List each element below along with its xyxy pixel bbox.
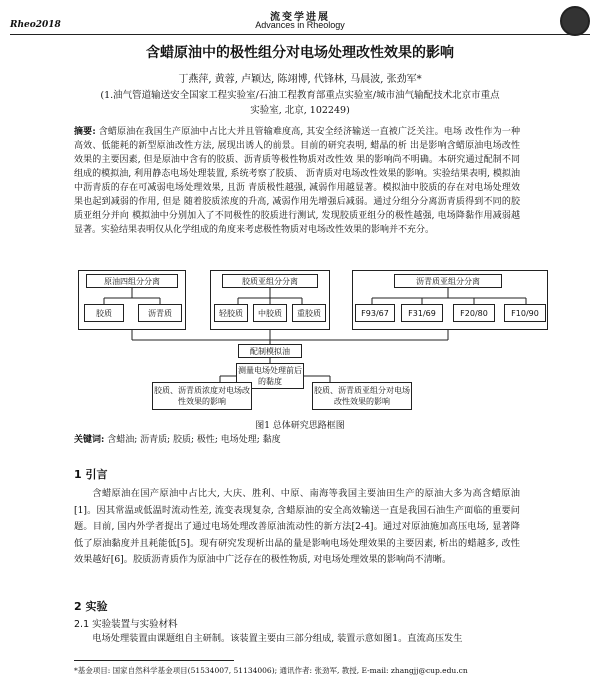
header-divider — [10, 34, 590, 35]
author-list: 丁燕萍, 黄蓉, 卢颖达, 陈翊博, 代锋林, 马晨波, 张劲军* — [178, 74, 422, 85]
paper-title: 含蜡原油中的极性组分对电场处理改性效果的影响 — [146, 45, 454, 61]
footnote: *基金项目: 国家自然科学基金项目(51534007, 51134006); 通讯作者: 张劲军, 教授, E-mail: zhangjj@cup.edu.cn — [74, 666, 468, 675]
section-heading-experiment: 2 实验 — [74, 600, 108, 613]
subsection-heading-apparatus: 2.1 实验装置与实验材料 — [74, 619, 178, 630]
abstract — [74, 125, 520, 237]
box-f31-69: F31/69 — [401, 304, 443, 322]
affiliation-line-2: 实验室, 北京, 102249) — [250, 105, 350, 116]
abstract-label: 摘要: — [74, 127, 96, 137]
box-resin: 胶质 — [84, 304, 124, 322]
box-mid-resin: 中胶质 — [253, 304, 287, 322]
box-group-four-component-title: 原油四组分分离 — [86, 274, 178, 288]
section-intro-paragraph: 含蜡原油在国产原油中占比大, 大庆、胜利、中原、南海等我国主要油田生产的原油大多为高含蜡原油[1]。因其常温或低温时流动性差, 流变表现复杂, 含蜡原油的安全高效输送一直是我国石油生产面临的重要问题。目前, 国内外学者提出了通过电场处理改善原油流动性的新方法[2-4]。通过对原油施加高压电场, 显著降低了原油黏度并且耗能低[5]。现有研究发现析出晶的量是影响电场处理效果的主要因素, 析出的蜡越多, 改性效果越好[6]。胶质沥青质作为原油中广泛存在的极性物质, 对电场处理效果的影响尚不清晰。 — [74, 488, 520, 565]
affiliation — [60, 88, 540, 118]
box-f10-90: F10/90 — [504, 304, 546, 322]
abstract-text: 含蜡原油在我国生产原油中占比大并且管输难度高, 其安全经济输送一直被广泛关注。电场 改性作为一种高效、低能耗的新型原油改性方法, 展现出诱人的前景。目前的研究表明, 蜡晶的析 出是影响含蜡原油电场改性效果的主要因素, 但是原油中含有的胶质、沥青质等极性物质对改性效 果的影响尚不明确。本研究通过配制不同组成的模拟油, 利用静态电场处理装置, 系统考察了胶质、 沥青质对电场改性效果的影响。实验结果表明, 模拟油中沥青质的存在可减弱电场处理效果, 且沥 青质极性越强, 减弱作用越显著。模拟油中胶质的存在对电场处理效果也起到减弱的作用, 但是 随着胶质浓度的升高, 减弱作用先增强后减弱。通过分组分分离沥青质得到不同的胶质亚组分并向 模拟油中分别加入了不同极性的胶质进行测试, 发现胶质亚组分的极性越强, 电场降黏作用减弱越 显著。实验结果表明仅从化学组成的角度来考虑极性物质对电场改性效果的影响并不充分。 — [74, 127, 520, 235]
journal-name-cn: 流变学进展 — [270, 12, 330, 23]
box-f93-67: F93/67 — [355, 304, 395, 322]
box-asphaltene: 沥青质 — [138, 304, 182, 322]
box-heavy-resin: 重胶质 — [292, 304, 326, 322]
box-group-asphaltene-subfraction-title: 沥青质亚组分分离 — [394, 274, 502, 288]
box-prepare-model-oil: 配制模拟油 — [238, 344, 302, 358]
footnote-divider — [74, 660, 234, 661]
journal-name-en: Advances in Rheology — [255, 20, 345, 30]
figure-flowchart — [0, 270, 600, 418]
journal-name-left: Rheo2018 — [10, 20, 61, 30]
box-output-subfraction: 胶质、沥青质亚组分对电场改性效果的影响 — [312, 382, 412, 410]
keywords-text: 含蜡油; 沥青质; 胶质; 极性; 电场处理; 黏度 — [107, 435, 281, 445]
box-f20-80: F20/80 — [453, 304, 495, 322]
box-light-resin: 轻胶质 — [214, 304, 248, 322]
section-experiment-paragraph: 电场处理装置由课题组自主研制。该装置主要由三部分组成, 装置示意如图1。直流高压发生 — [92, 633, 463, 644]
box-measure-viscosity: 测量电场处理前后的黏度 — [236, 363, 304, 389]
journal-logo-icon — [560, 6, 590, 36]
section-heading-intro: 1 引言 — [74, 468, 108, 481]
box-group-resin-subfraction-title: 胶质亚组分分离 — [222, 274, 318, 288]
affiliation-line-1: (1.油气管道输送安全国家工程实验室/石油工程教育部重点实验室/城市油气输配技术北京市重点 — [100, 90, 500, 101]
keywords-label: 关键词: — [74, 435, 105, 445]
box-output-concentration: 胶质、沥青质浓度对电场改性效果的影响 — [152, 382, 252, 410]
figure-caption: 图1 总体研究思路框图 — [255, 421, 345, 431]
keywords — [74, 432, 520, 445]
